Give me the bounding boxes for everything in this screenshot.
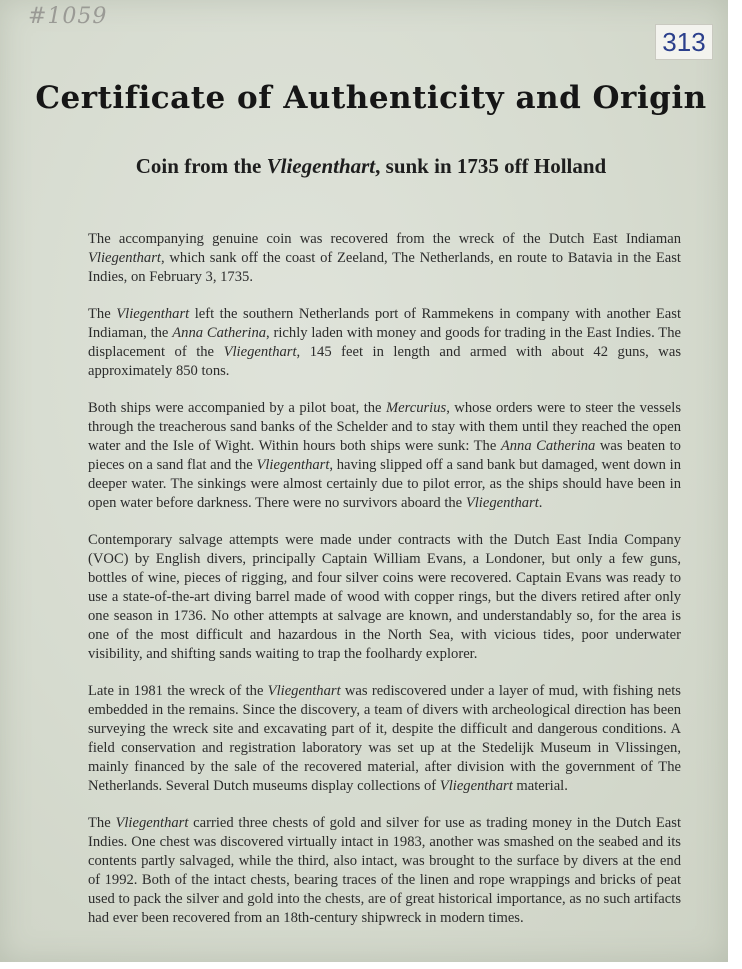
italic-text-run: Vliegenthart <box>256 457 330 473</box>
certificate-title: Certificate of Authenticity and Origin <box>35 80 707 116</box>
text-run: , 145 feet in length and armed with about 42 guns, was approximately 850 tons. <box>88 344 682 379</box>
text-run: material. <box>512 778 568 794</box>
text-run: , which sank off the coast of Zeeland, The Netherlands, en route to Batavia in the East Indies, on February 3, 1735. <box>88 250 681 285</box>
italic-text-run: Anna Catherina <box>500 438 596 454</box>
subtitle-prefix: Coin from the <box>135 154 267 178</box>
text-run: The <box>88 306 117 322</box>
italic-text-run: Mercurius <box>385 400 447 416</box>
text-run: was rediscovered under a layer of mud, with fishing nets embedded in the remains. Since the discovery, a team of divers with archeological direction has been surveying the wreck site and excavating part of it, despite the difficult and dangerous conditions. A field conservation and registration laboratory was set up at the Stedelijk Museum in Vlissingen, mainly financed by the sale of the recovered material, after division with the government of The Netherlands. Several Dutch museums display collections of <box>88 683 681 794</box>
text-run: was beaten to pieces on a sand flat and the <box>88 438 681 473</box>
text-run: , richly laden with money and goods for trading in the East Indies. The displacement of the <box>88 325 681 360</box>
text-run: left the southern Netherlands port of Rammekens in company with another East Indiaman, the <box>88 306 681 341</box>
italic-text-run: Vliegenthart <box>223 344 297 360</box>
body-paragraph <box>88 814 681 928</box>
handwritten-note: #1059 <box>28 4 108 29</box>
italic-text-run: Vliegenthart <box>267 683 341 699</box>
text-run: , having slipped off a sand bank but damaged, went down in deeper water. The sinkings were almost certainly due to pilot error, as the ships should have been in open water before darkness. There were no survivors aboard the <box>88 457 681 511</box>
italic-text-run: Vliegenthart <box>439 778 513 794</box>
text-run: The accompanying genuine coin was recovered from the wreck of the Dutch East Indiaman <box>88 231 681 247</box>
text-run: carried three chests of gold and silver for use as trading money in the Dutch East Indies. One chest was discovered virtually intact in 1983, another was smashed on the seabed and its contents partly salvaged, while the third, also intact, was brought to the surface by divers at the end of 1992. Both of the intact chests, bearing traces of the linen and rope wrappings and bricks of peat used to pack the silver and gold into the chests, are of great historical importance, as no such artifacts had ever been recovered from an 18th-century shipwreck in modern times. <box>88 815 681 926</box>
italic-text-run: Vliegenthart <box>116 306 190 322</box>
page-number-label: 313 <box>655 24 713 60</box>
body-paragraph <box>88 230 681 287</box>
text-run: Both ships were accompanied by a pilot boat, the <box>88 400 386 416</box>
italic-text-run: Vliegenthart <box>465 495 539 511</box>
subtitle-suffix: , sunk in 1735 off Holland <box>375 154 607 178</box>
italic-text-run: Vliegenthart <box>115 815 189 831</box>
certificate-subtitle <box>0 154 728 179</box>
body-paragraph <box>88 305 681 381</box>
text-run: , whose orders were to steer the vessels through the treacherous sand banks of the Schelder and to stay with them until they reached the open water and the Isle of Wight. Within hours both ships were sunk: The <box>88 400 682 454</box>
text-run: . <box>538 495 543 511</box>
certificate-body <box>88 230 681 946</box>
italic-text-run: Anna Catherina <box>172 325 267 341</box>
body-paragraph <box>88 682 681 796</box>
body-paragraph <box>88 531 681 664</box>
text-run: Late in 1981 the wreck of the <box>88 683 268 699</box>
italic-text-run: Vliegenthart <box>88 250 161 266</box>
text-run: The <box>88 815 116 831</box>
subtitle-ship-name: Vliegenthart <box>266 154 376 178</box>
body-paragraph <box>88 399 681 513</box>
text-run: Contemporary salvage attempts were made under contracts with the Dutch East India Company (VOC) by English divers, principally Captain William Evans, a Londoner, but only a few guns, bottles of wine, pieces of rigging, and four silver coins were recovered. Captain Evans was ready to use a state-of-the-art diving barrel made of wood with copper rings, but the divers retired after only one season in 1736. No other attempts at salvage are known, and understandably so, for the area is one of the most difficult and hazardous in the North Sea, with vicious tides, poor underwater visibility, and shifting sands waiting to trap the foolhardy explorer. <box>88 532 681 662</box>
